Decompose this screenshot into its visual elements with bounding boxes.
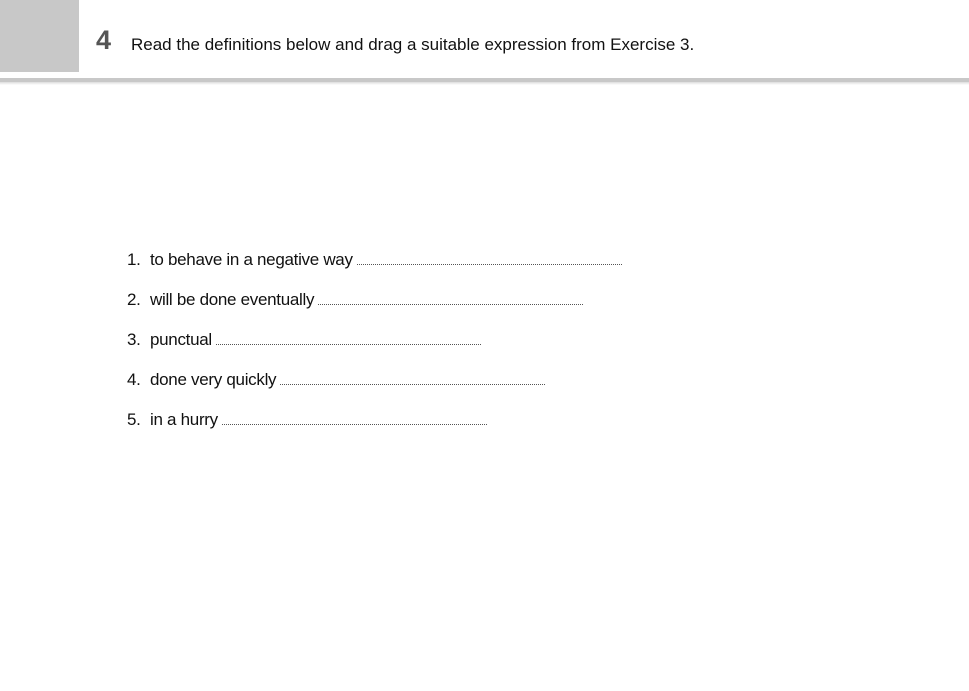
definition-item-1: [127, 250, 622, 290]
answer-drop-slot-2[interactable]: [318, 302, 583, 305]
answer-drop-slot-4[interactable]: [280, 382, 545, 385]
item-number: 3.: [127, 330, 141, 349]
answer-drop-slot-3[interactable]: [216, 342, 481, 345]
definition-item-4: [127, 370, 622, 410]
item-number: 4.: [127, 370, 141, 389]
item-number: 5.: [127, 410, 141, 429]
item-definition: done very quickly: [150, 370, 277, 389]
definition-item-2: [127, 290, 622, 330]
header-divider-shadow: [0, 82, 969, 85]
header-corner-block: [0, 0, 79, 72]
definition-item-5: [127, 410, 622, 450]
item-definition: will be done eventually: [150, 290, 315, 309]
item-definition: to behave in a negative way: [150, 250, 353, 269]
item-definition: punctual: [150, 330, 212, 349]
answer-drop-slot-5[interactable]: [222, 422, 487, 425]
definition-list: [127, 250, 622, 450]
item-number: 2.: [127, 290, 141, 309]
exercise-instruction: Read the definitions below and drag a suitable expression from Exercise 3.: [131, 35, 695, 54]
exercise-number: 4: [96, 25, 112, 55]
answer-drop-slot-1[interactable]: [357, 262, 622, 265]
item-definition: in a hurry: [150, 410, 218, 429]
item-number: 1.: [127, 250, 141, 269]
definition-item-3: [127, 330, 622, 370]
